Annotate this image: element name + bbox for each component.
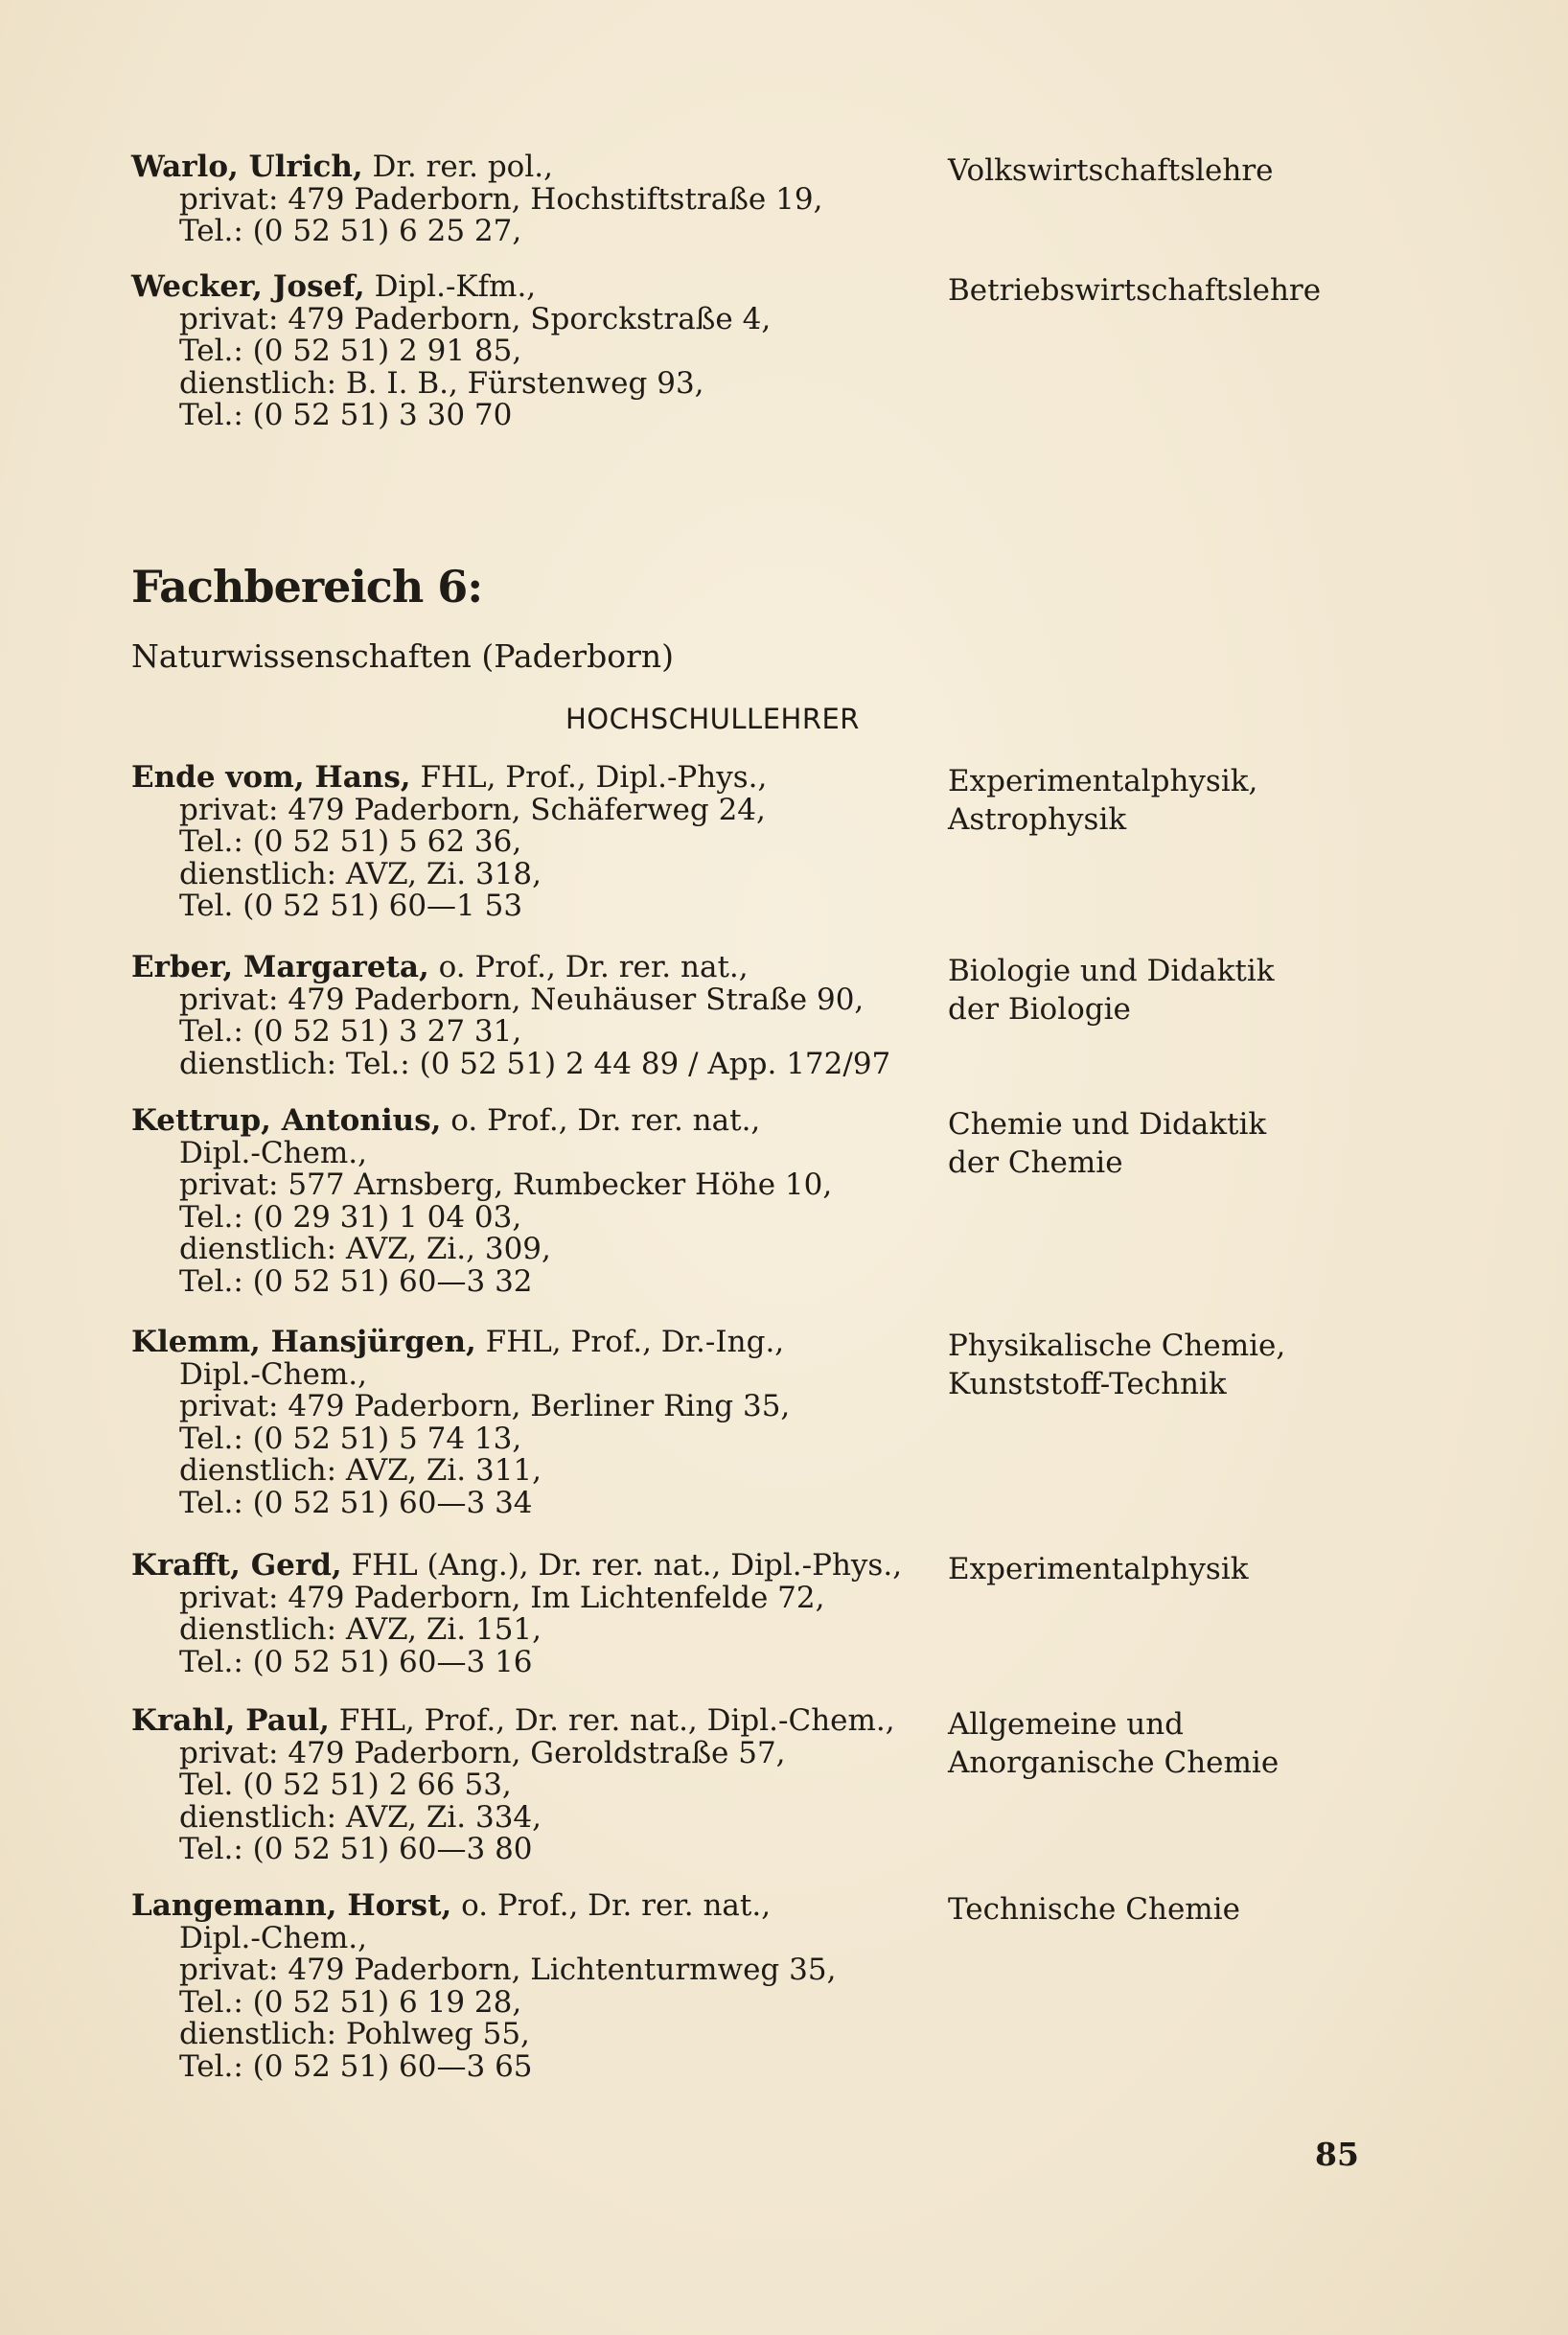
entry-line: Dipl.-Chem., [179,1356,367,1392]
entry-line: dienstlich: AVZ, Zi. 311, [179,1453,542,1488]
entry-line: Tel.: (0 52 51) 2 91 85, [179,334,522,368]
entry-subject: Experimentalphysik, Astrophysik [948,764,1258,837]
entry-line: dienstlich: AVZ, Zi., 309, [179,1232,551,1266]
entry-line: privat: 479 Paderborn, Schäferweg 24, [179,792,766,827]
entry-line: privat: 479 Paderborn, Neuhäuser Straße 90, [179,982,865,1017]
entry-subject: Physikalische Chemie, Kunststoff-Technik [948,1329,1286,1401]
entry-line: dienstlich: B. I. B., Fürstenweg 93, [179,365,704,401]
entry-name: Wecker, Josef, [131,269,365,304]
entry-line: Tel.: (0 52 51) 60—3 65 [179,2048,533,2084]
entry-line: Tel.: (0 29 31) 1 04 03, [179,1199,522,1235]
entry-line: privat: 479 Paderborn, Hochstiftstraße 19, [179,181,823,217]
entry-title: FHL, Prof., Dr. rer. nat., Dipl.-Chem., [329,1703,895,1738]
entry-line: Tel.: (0 52 51) 60—3 32 [179,1263,533,1299]
entry-name: Krahl, Paul, [131,1703,330,1738]
entry-line: Tel.: (0 52 51) 5 62 36, [179,824,522,859]
entry-langemann [131,1890,936,2083]
entry-line: Tel.: (0 52 51) 6 25 27, [179,214,522,248]
entry-line: Dipl.-Chem., [179,1135,367,1170]
entry-title: FHL (Ang.), Dr. rer. nat., Dipl.-Phys., [341,1548,903,1583]
entry-subject: Chemie und Didaktik der Chemie [948,1107,1267,1180]
entry-subject: Betriebswirtschaftslehre [948,273,1322,308]
entry-name: Langemann, Horst, [131,1888,452,1923]
entry-subject: Allgemeine und Anorganische Chemie [948,1707,1280,1780]
entry-line: Tel.: (0 52 51) 6 19 28, [179,1984,522,2020]
entry-kettrup [131,1105,936,1298]
entry-name: Warlo, Ulrich, [131,150,363,184]
entry-line: privat: 479 Paderborn, Geroldstraße 57, [179,1735,786,1770]
entry-name: Erber, Margareta, [131,950,429,984]
entry-line: dienstlich: Pohlweg 55, [179,2017,530,2051]
entry-name: Krafft, Gerd, [131,1548,342,1583]
entry-title: o. Prof., Dr. rer. nat., [428,950,749,984]
entry-line: Tel.: (0 52 51) 60—3 80 [179,1832,533,1866]
entry-title: Dipl.-Kfm., [364,269,537,304]
entry-title: o. Prof., Dr. rer. nat., [441,1103,761,1138]
entry-wecker [131,271,936,432]
entry-line: Dipl.-Chem., [179,1920,367,1955]
entry-line: dienstlich: AVZ, Zi. 151, [179,1612,542,1647]
entry-title: FHL, Prof., Dipl.-Phys., [410,760,768,795]
entry-subject: Experimentalphysik [948,1552,1249,1586]
entry-line: dienstlich: Tel.: (0 52 51) 2 44 89 / App. 172/97 [179,1046,891,1081]
entry-line: Tel. (0 52 51) 60—1 53 [179,889,523,923]
entry-subject: Biologie und Didaktik der Biologie [948,954,1275,1027]
section-label: HOCHSCHULLEHRER [565,703,860,735]
entry-line: dienstlich: AVZ, Zi. 318, [179,856,542,891]
entry-name: Klemm, Hansjürgen, [131,1325,476,1359]
section-heading: Fachbereich 6: [131,561,483,613]
entry-line: Tel.: (0 52 51) 60—3 34 [179,1485,533,1520]
entry-line: Tel.: (0 52 51) 5 74 13, [179,1421,522,1456]
entry-subject: Volkswirtschaftslehre [948,153,1274,188]
entry-title: o. Prof., Dr. rer. nat., [451,1888,772,1923]
entry-erber [131,952,936,1080]
entry-line: privat: 577 Arnsberg, Rumbecker Höhe 10, [179,1168,833,1202]
entry-line: privat: 479 Paderborn, Berliner Ring 35, [179,1389,791,1423]
entry-line: Tel.: (0 52 51) 60—3 16 [179,1644,533,1679]
entry-line: dienstlich: AVZ, Zi. 334, [179,1799,542,1835]
entry-line: Tel.: (0 52 51) 3 27 31, [179,1014,522,1049]
entry-krafft [131,1550,936,1678]
entry-name: Ende vom, Hans, [131,760,411,795]
entry-line: Tel. (0 52 51) 2 66 53, [179,1768,512,1802]
entry-line: privat: 479 Paderborn, Lichtenturmweg 35, [179,1953,837,1987]
entry-warlo [131,151,936,248]
entry-title: Dr. rer. pol., [362,150,553,184]
entry-line: privat: 479 Paderborn, Im Lichtenfelde 72, [179,1580,825,1615]
entry-title: FHL, Prof., Dr.-Ing., [475,1325,785,1359]
entry-krahl [131,1705,936,1866]
entry-line: Tel.: (0 52 51) 3 30 70 [179,398,513,432]
entry-name: Kettrup, Antonius, [131,1103,442,1138]
page-number: 85 [1315,2136,1359,2173]
entry-ende [131,762,936,923]
entry-klemm [131,1327,936,1519]
entry-subject: Technische Chemie [948,1892,1240,1927]
entry-line: privat: 479 Paderborn, Sporckstraße 4, [179,301,772,336]
section-subheading: Naturwissenschaften (Paderborn) [131,637,674,675]
